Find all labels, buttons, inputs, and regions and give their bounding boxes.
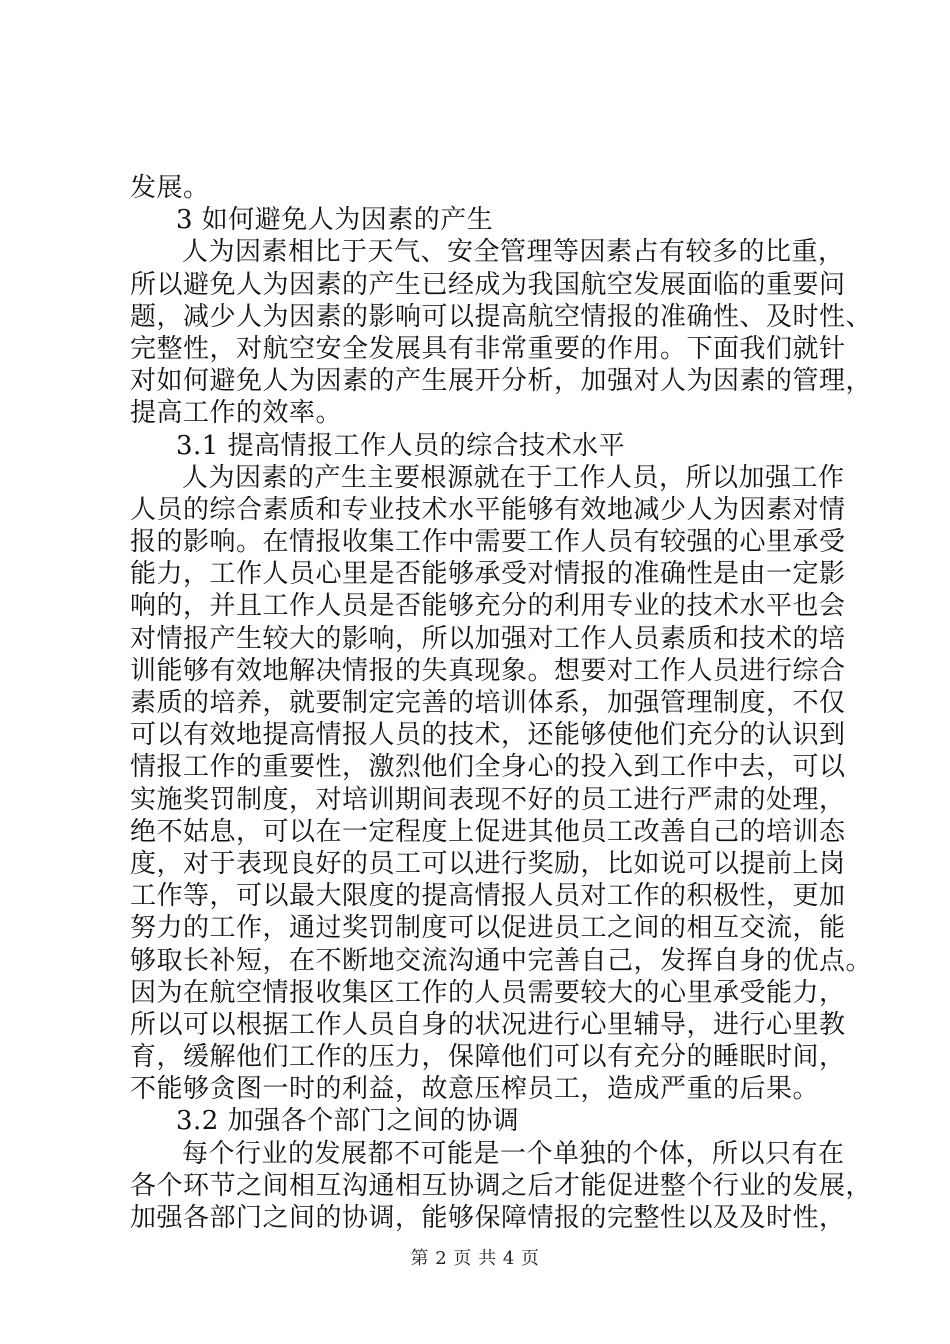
page-footer: 第 2 页 共 4 页 — [410, 1248, 540, 1269]
section-heading: 3 如何避免人为因素的产生 — [176, 205, 494, 236]
text-line: 绝不姑息，可以在一定程度上促进其他员工改善自己的培训态 — [130, 816, 846, 847]
text-line: 加强各部门之间的协调，能够保障情报的完整性以及及时性， — [130, 1203, 846, 1233]
text-line: 训能够有效地解决情报的失真现象。想要对工作人员进行综合 — [130, 655, 846, 686]
text-line: 够取长补短，在不断地交流沟通中完善自己，发挥自身的优点。 — [130, 945, 873, 976]
text-line: 能力，工作人员心里是否能够承受对情报的准确性是由一定影 — [130, 559, 846, 590]
text-line: 所以可以根据工作人员自身的状况进行心里辅导，进行心里教 — [130, 1009, 846, 1040]
text-line: 所以避免人为因素的产生已经成为我国航空发展面临的重要问 — [130, 269, 846, 300]
text-line: 素质的培养，就要制定完善的培训体系，加强管理制度，不仅 — [130, 688, 846, 718]
text-line: 因为在航空情报收集区工作的人员需要较大的心里承受能力， — [130, 977, 846, 1008]
text-line: 度，对于表现良好的员工可以进行奖励，比如说可以提前上岗 — [130, 848, 846, 879]
text-line: 完整性，对航空安全发展具有非常重要的作用。下面我们就针 — [130, 333, 846, 364]
text-line: 不能够贪图一时的利益，故意压榨员工，造成严重的后果。 — [130, 1074, 820, 1105]
text-line: 努力的工作，通过奖罚制度可以促进员工之间的相互交流，能 — [130, 913, 846, 944]
text-line: 情报工作的重要性，激烈他们全身心的投入到工作中去，可以 — [130, 752, 846, 783]
text-line: 各个环节之间相互沟通相互协调之后才能促进整个行业的发展， — [130, 1170, 873, 1201]
text-line: 人为因素相比于天气、安全管理等因素占有较多的比重， — [182, 237, 845, 268]
text-line: 发展。 — [130, 173, 210, 203]
text-line: 题，减少人为因素的影响可以提高航空情报的准确性、及时性、 — [130, 301, 873, 332]
text-line: 响的，并且工作人员是否能够充分的利用专业的技术水平也会 — [130, 591, 846, 622]
text-line: 每个行业的发展都不可能是一个单独的个体，所以只有在 — [182, 1138, 845, 1169]
text-line: 工作等，可以最大限度的提高情报人员对工作的积极性，更加 — [130, 881, 846, 912]
text-line: 报的影响。在情报收集工作中需要工作人员有较强的心里承受 — [130, 527, 846, 558]
text-line: 实施奖罚制度，对培训期间表现不好的员工进行严肃的处理， — [130, 784, 846, 815]
section-heading: 3.2 加强各个部门之间的协调 — [176, 1106, 520, 1137]
text-line: 对如何避免人为因素的产生展开分析，加强对人为因素的管理， — [130, 366, 873, 397]
text-line: 对情报产生较大的影响，所以加强对工作人员素质和技术的培 — [130, 623, 846, 654]
body-text — [130, 172, 873, 1234]
text-line: 人为因素的产生主要根源就在于工作人员，所以加强工作 — [182, 462, 845, 493]
text-line: 育，缓解他们工作的压力，保障他们可以有充分的睡眠时间， — [130, 1042, 846, 1073]
section-heading: 3.1 提高情报工作人员的综合技术水平 — [176, 430, 626, 461]
text-line: 可以有效地提高情报人员的技术，还能够使他们充分的认识到 — [130, 720, 846, 751]
text-line: 提高工作的效率。 — [130, 398, 343, 429]
text-line: 人员的综合素质和专业技术水平能够有效地减少人为因素对情 — [130, 494, 846, 525]
